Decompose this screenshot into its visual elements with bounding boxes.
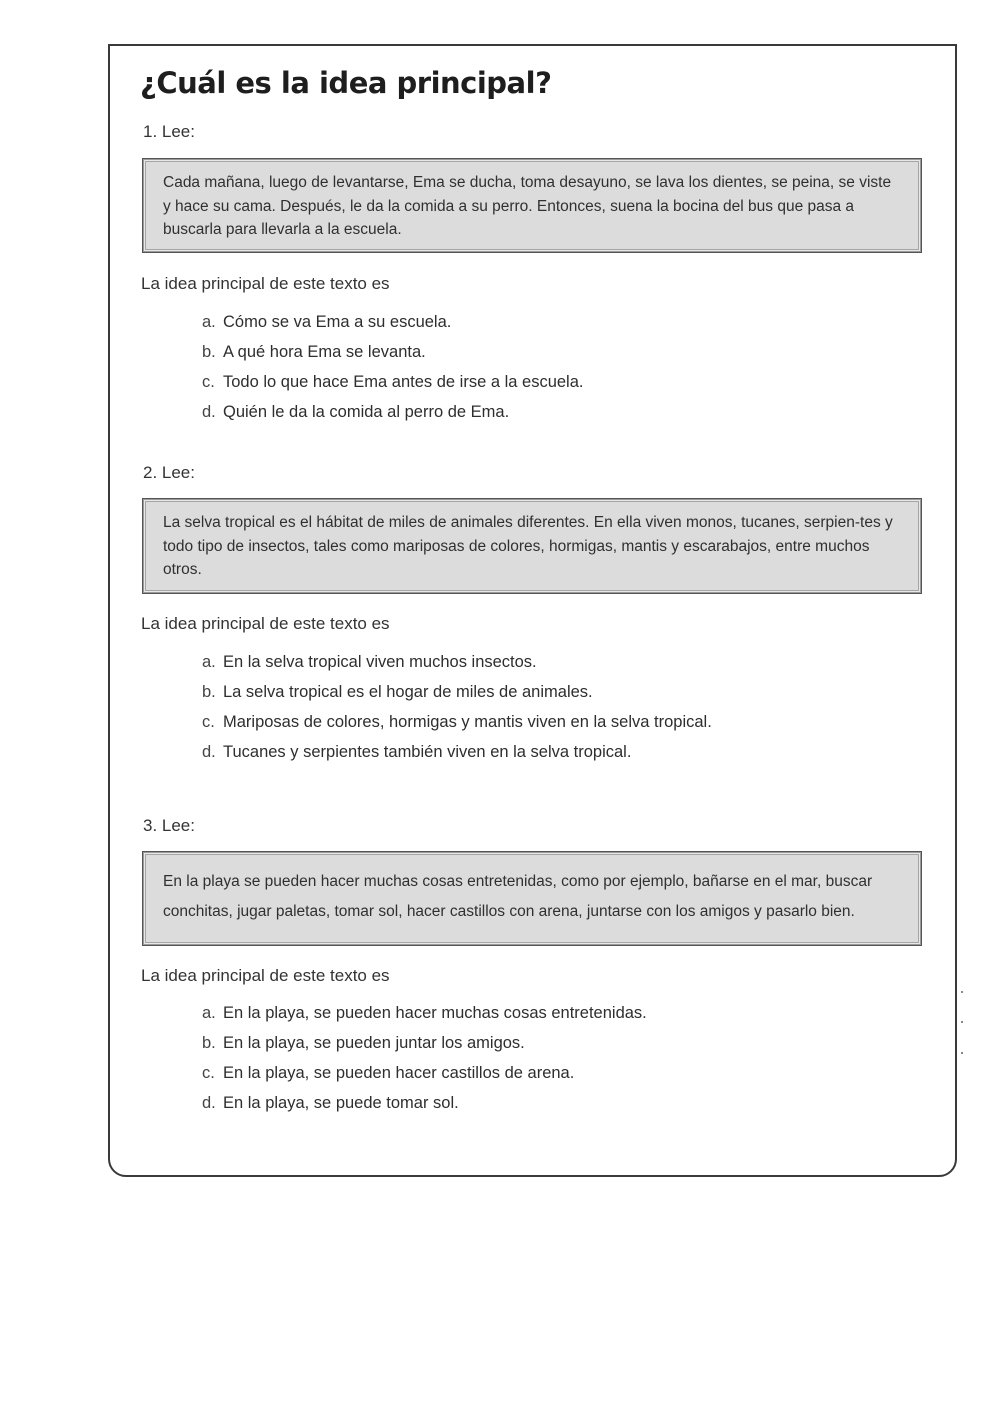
option-2c[interactable]: c. Mariposas de colores, hormigas y mantis viven en la selva tropical. bbox=[202, 713, 712, 731]
option-3a[interactable]: a. En la playa, se pueden hacer muchas cosas entretenidas. bbox=[202, 1004, 647, 1022]
question-3-label: 3. Lee: bbox=[143, 816, 195, 835]
question-1-options bbox=[202, 307, 583, 427]
question-2-label: 2. Lee: bbox=[143, 463, 195, 482]
question-1-label: 1. Lee: bbox=[143, 122, 195, 141]
question-2-passage: La selva tropical es el hábitat de miles de animales diferentes. En ella viven monos, tucanes, serpien-tes y todo tipo de insectos, tales como mariposas de colores, hormigas, mantis y escarabajos, entre muchos otros. bbox=[142, 498, 922, 594]
question-2-options bbox=[202, 647, 712, 767]
question-3-prompt: La idea principal de este texto es bbox=[141, 966, 390, 985]
option-3b[interactable]: b. En la playa, se pueden juntar los amigos. bbox=[202, 1034, 525, 1052]
option-3c[interactable]: c. En la playa, se pueden hacer castillos de arena. bbox=[202, 1064, 575, 1082]
page-title: ¿Cuál es la idea principal? bbox=[140, 66, 552, 100]
option-1c[interactable]: c. Todo lo que hace Ema antes de irse a la escuela. bbox=[202, 373, 584, 391]
option-1d[interactable]: d. Quién le da la comida al perro de Ema. bbox=[202, 403, 510, 421]
option-2a[interactable]: a. En la selva tropical viven muchos insectos. bbox=[202, 653, 537, 671]
scan-mark bbox=[961, 1021, 963, 1023]
scan-mark bbox=[961, 1052, 963, 1054]
question-2-prompt: La idea principal de este texto es bbox=[141, 614, 390, 633]
question-1-passage: Cada mañana, luego de levantarse, Ema se ducha, toma desayuno, se lava los dientes, se peina, se viste y hace su cama. Después, le da la comida a su perro. Entonces, suena la bocina del bus que pasa a buscarla para llevarla a la escuela. bbox=[142, 158, 922, 253]
option-1a[interactable]: a. Cómo se va Ema a su escuela. bbox=[202, 313, 452, 331]
option-3d[interactable]: d. En la playa, se puede tomar sol. bbox=[202, 1094, 459, 1112]
option-2d[interactable]: d. Tucanes y serpientes también viven en la selva tropical. bbox=[202, 743, 632, 761]
question-3-passage: En la playa se pueden hacer muchas cosas entretenidas, como por ejemplo, bañarse en el mar, buscar conchitas, jugar paletas, tomar sol, hacer castillos con arena, juntarse con los amigos y pasarlo bien. bbox=[142, 851, 922, 946]
option-2b[interactable]: b. La selva tropical es el hogar de miles de animales. bbox=[202, 683, 593, 701]
option-1b[interactable]: b. A qué hora Ema se levanta. bbox=[202, 343, 426, 361]
question-1-prompt: La idea principal de este texto es bbox=[141, 274, 390, 293]
scan-mark bbox=[961, 991, 963, 993]
question-3-options bbox=[202, 998, 647, 1118]
